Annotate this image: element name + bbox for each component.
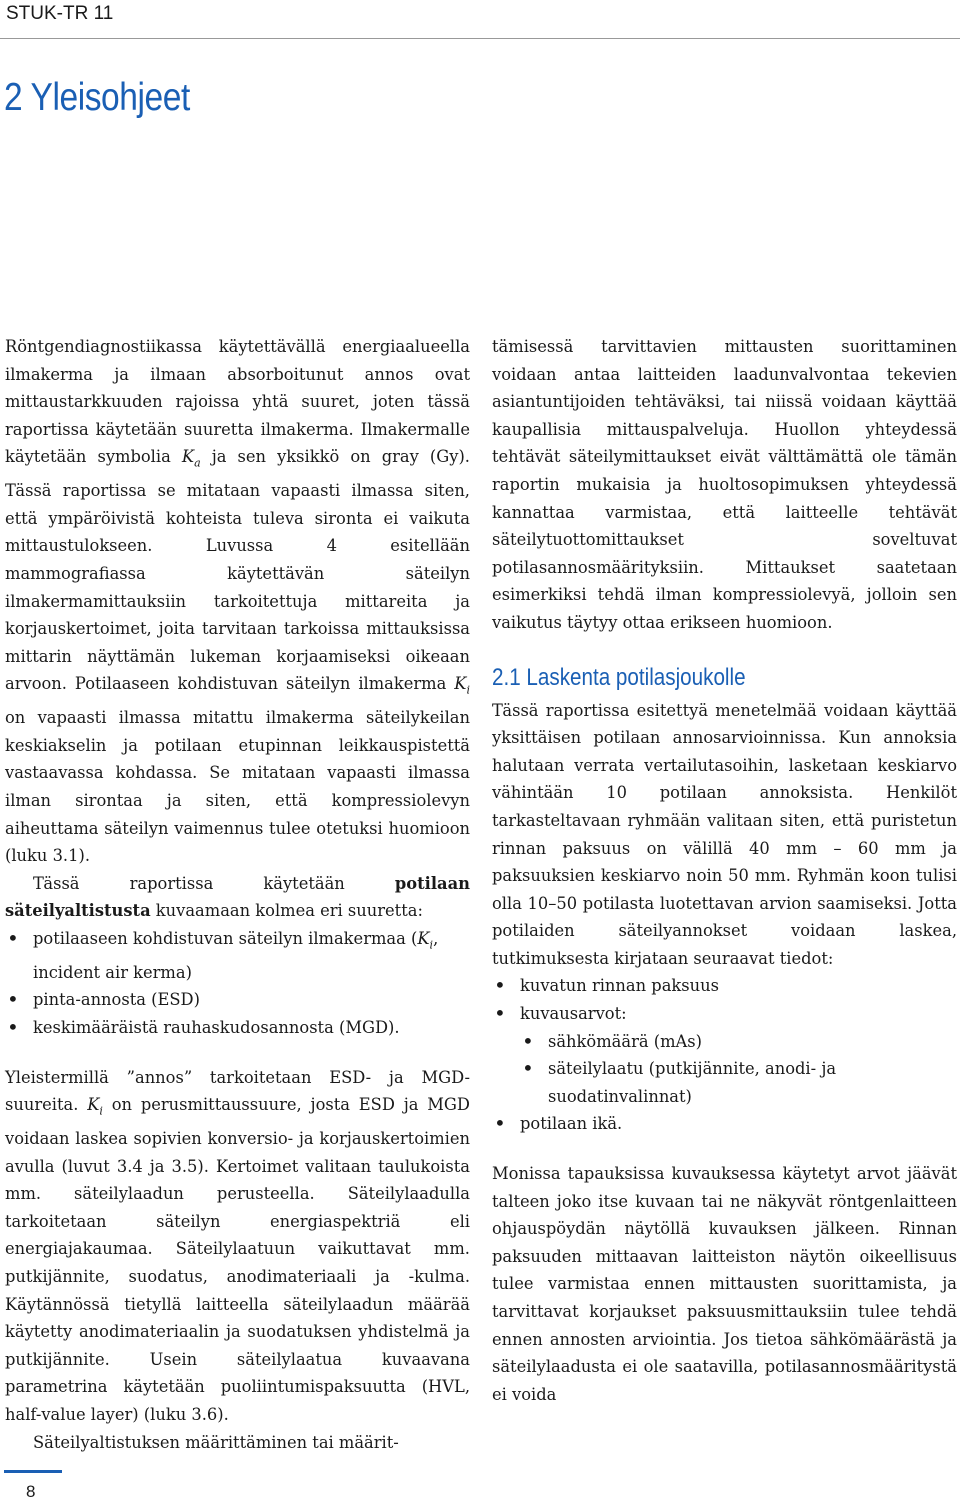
running-header — [0, 0, 960, 39]
symbol-letter: K — [454, 674, 467, 694]
text-run: kuvausarvot: — [520, 1004, 627, 1024]
left-column — [5, 333, 470, 1456]
symbol-ki — [87, 1095, 103, 1118]
symbol-subscript: i — [466, 683, 470, 697]
text-run: Röntgendiagnostiikassa käytettävällä energiaalueella ilmakerma ja ilmaan absorboitunut annos ovat mittaustarkkuuden rajoissa yhtä suuret, joten tässä raportissa käytetään suuretta ilmakerma. Ilmakermalle käytetään symbolia — [5, 337, 470, 467]
paragraph-continued: Säteilyaltistuksen määrittäminen tai määrit- — [33, 1432, 399, 1452]
paragraph-dose — [5, 1064, 470, 1429]
text-run: potilaaseen kohdistuvan säteilyn ilmakermaa ( — [33, 928, 418, 948]
symbol-subscript: a — [194, 456, 201, 470]
sub-list — [520, 1028, 957, 1111]
sub-list-item: • sähkömäärä (mAs) — [520, 1028, 957, 1056]
symbol-subscript: i — [429, 938, 434, 952]
paragraph-values: Monissa tapauksissa kuvauksessa käytetyt arvot jäävät talteen joko itse kuvaan tai ne näkyvät röntgenlaitteen ohjauspöydän näytöllä kuvauksen jälkeen. Rinnan paksuuden mittaavan laitteiston näytön oikeellisuus tulee varmistaa ennen mittausten suorittamista, ja tarvittavat korjaukset paksuusmittauksiin tulee tehdä ennen annosten arviointia. Jos tietoa sähkömäärästä ja säteilylaadusta ei ole saatavilla, potilasannosmääritystä ei voida — [492, 1164, 957, 1404]
symbol-letter: K — [417, 928, 430, 948]
list-item — [492, 1000, 957, 1110]
text-run: on vapaasti ilmassa mitattu ilmakerma säteilykeilan keskiakselin ja potilaan etupinnan leikkauspistettä vastaavassa kohdassa. Se mitataan vapaasti ilmassa ilman sirontaa ja siten, että kompressiolevyn aiheuttama säteilyn vaimennus tulee otetuksi huomioon (luku 3.1). — [5, 708, 470, 866]
sub-list-item: • säteilylaatu (putkijännite, anodi- ja suodatinvalinnat) — [520, 1055, 957, 1110]
list-item — [5, 925, 470, 986]
symbol-letter: K — [87, 1095, 100, 1115]
paragraph-exposure — [5, 870, 470, 925]
recorded-data-list — [492, 972, 957, 1138]
list-item: • kuvatun rinnan paksuus — [492, 972, 957, 1000]
text-run: kuvaamaan kolmea eri suuretta: — [150, 901, 423, 921]
section-title: 2.1 Laskenta potilasjoukolle — [492, 663, 746, 691]
bold-term: potilaan säteilyaltistusta — [5, 873, 470, 921]
text-run: Tässä raportissa käytetään — [33, 873, 395, 893]
symbol-ki — [454, 674, 470, 697]
symbol-ka — [181, 447, 201, 470]
symbol-subscript: i — [99, 1104, 103, 1118]
symbol-ki — [417, 928, 434, 952]
right-column — [492, 333, 957, 1408]
text-run: ja sen yksikkö on gray (Gy). Tässä raportissa se mitataan vapaasti ilmassa siten, että ympäröivistä kohteista tuleva sironta ei vaikuta mittaustulokseen. Luvussa 4 esitellään mammografiassa käytettävän säteilyn ilmakermamittauksiin tarkoitettuja mittareita ja korjauskertoimet, joita tarvitaan tarkoissa mittauksissa mittarin näyttämän lukeman korjaamiseksi oikeaan arvoon. Potilaaseen kohdistuvan säteilyn ilmakerma — [5, 447, 470, 694]
symbol-letter: K — [181, 447, 195, 467]
list-item: • potilaan ikä. — [492, 1110, 957, 1138]
paragraph-intro — [5, 333, 470, 870]
chapter-title: 2 Yleisohjeet — [4, 76, 190, 119]
paragraph-calculation: Tässä raportissa esitettyä menetelmää voidaan käyttää yksittäisen potilaan annosarvioinnissa. Kun annoksia halutaan verrata vertailutasoihin, lasketaan keskiarvo vähintään 10 potilaan annoksista. Henkilöt tarkasteltavaan ryhmään valitaan siten, että puristetun rinnan paksuus on välillä 40 mm – 60 mm ja paksuuksien keskiarvo noin 50 mm. Ryhmän koon tulisi olla 10–50 potilasta luotettavan arvion saamiseksi. Jotta potilaiden säteilyannokset voidaan laskea, tutkimuksesta kirjataan seuraavat tiedot: — [492, 700, 957, 968]
quantity-list — [5, 925, 470, 1042]
page-number: 8 — [26, 1482, 36, 1501]
paragraph-measurements: tämisessä tarvittavien mittausten suorittaminen voidaan antaa laitteiden laadunvalvontaa tekevien asiantuntijoiden tehtäväksi, tai niissä voidaan käyttää kaupallisia mittauspalveluja. Huollon yhteydessä tehtävät säteilymittaukset eivät välttämättä ole tämän raportin mukaisia ja huoltosopimuksen yhteydessä kannattaa varmistaa, että laitteelle tehtävät säteilytuottomittaukset soveltuvat potilasannosmäärityksiin. Mittaukset saatetaan esimerkiksi tehdä ilman kompressiolevyä, jolloin sen vaikutus täytyy ottaa erikseen huomioon. — [492, 337, 957, 632]
text-run: on perusmittaussuure, josta ESD ja MGD voidaan laskea sopivien konversio- ja korjauskertoimien avulla (luvut 3.4 ja 3.5). Kertoimet valitaan taulukoista mm. säteilylaadun perusteella. Säteilylaadulla tarkoitetaan säteilyn energiaspektriä eli energiajakaumaa. Säteilylaatuun vaikuttavat mm. putkijännite, suodatus, anodimateriaali ja -kulma. Käytännössä tietyllä laitteella säteilylaadun määrää käytetty anodimateriaalin ja suodatuksen yhdistelmä ja putkijännite. Usein säteilylaatua kuvaavana parametrina käytetään puoliintumispaksuutta (HVL, half-value layer) (luku 3.6). — [5, 1095, 470, 1424]
text-run: , incident air kerma) — [33, 928, 439, 982]
section-heading — [492, 663, 957, 693]
text-run: Yleistermillä ”annos” tarkoitetaan ESD- ja MGD-suureita. — [5, 1067, 470, 1115]
list-item: • pinta-annosta (ESD) — [5, 986, 470, 1014]
footer-rule — [4, 1470, 62, 1473]
report-series-label: STUK-TR 11 — [6, 3, 114, 24]
list-item: • keskimääräistä rauhaskudosannosta (MGD). — [5, 1014, 470, 1042]
